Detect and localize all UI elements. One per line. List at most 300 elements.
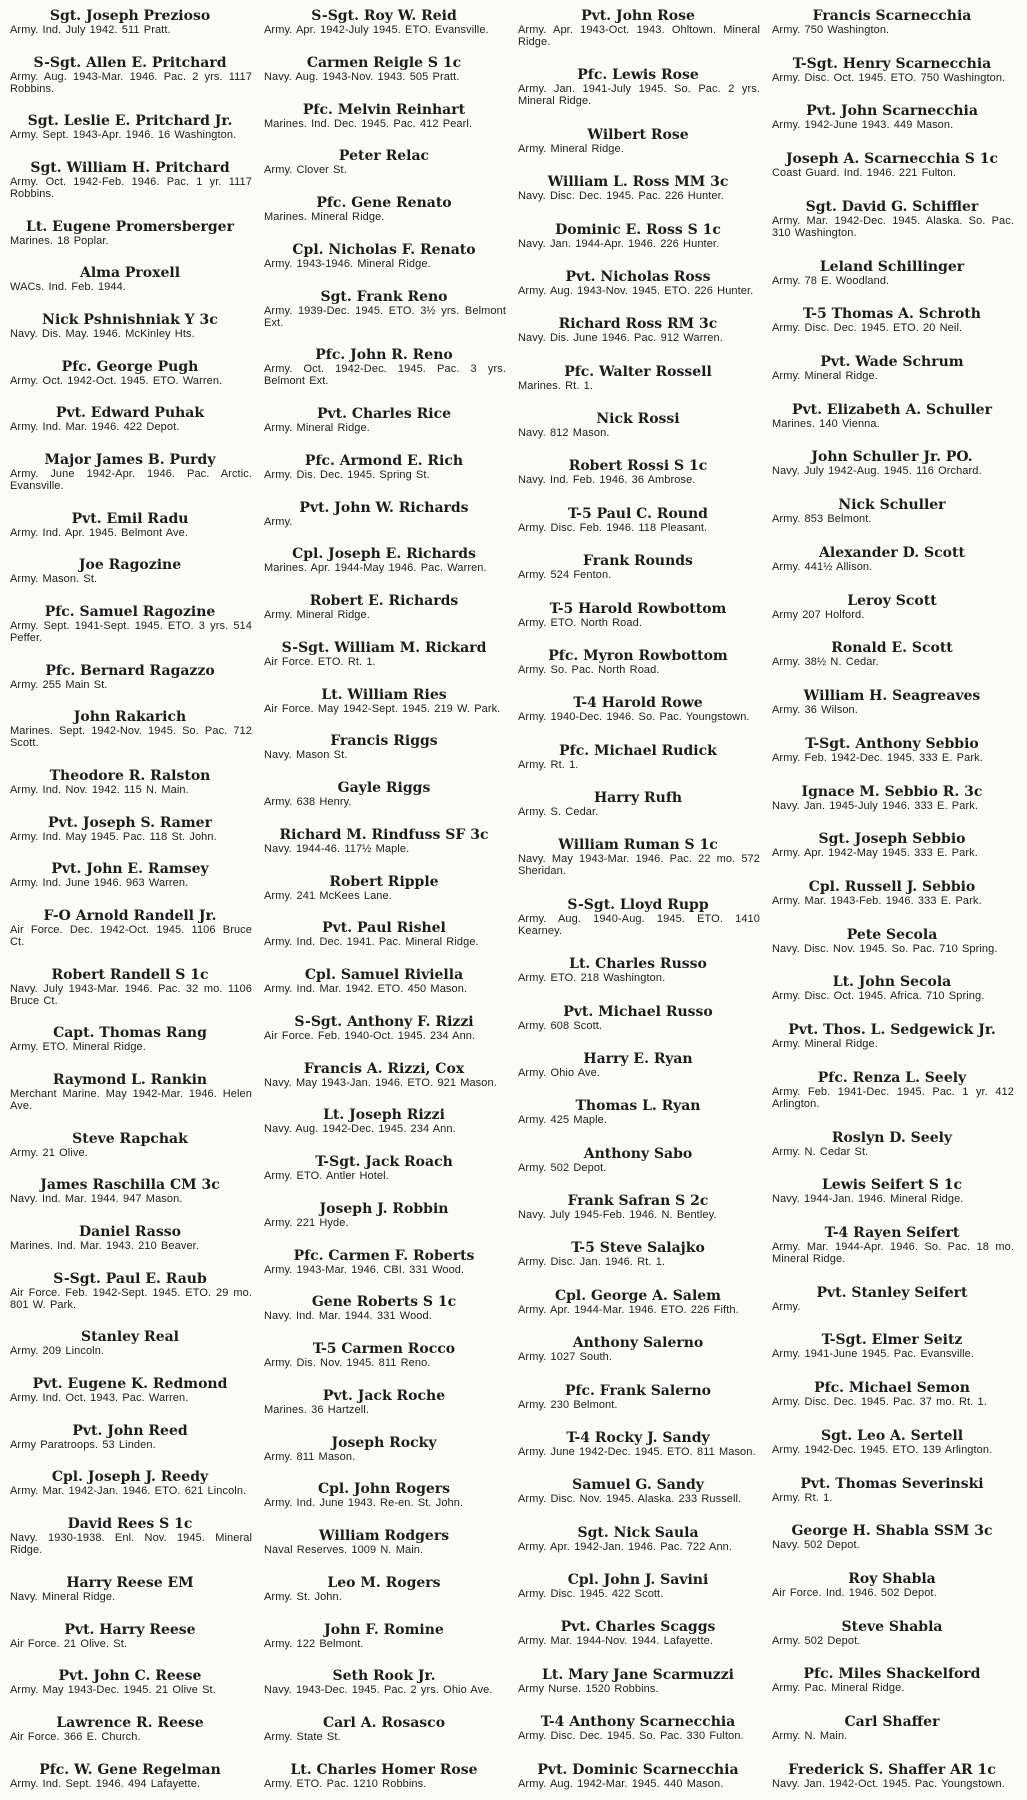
- roster-entry: [262, 1154, 506, 1182]
- entry-name: Lt. Joseph Rizzi: [323, 1107, 445, 1124]
- entry-detail: Army. Aug. 1940-Aug. 1945. ETO. 1410 Kearney.: [518, 912, 760, 937]
- entry-detail: Army. Mineral Ridge.: [518, 142, 624, 155]
- entry-name: Cpl. John Rogers: [317, 1481, 451, 1498]
- roster-entry: [770, 402, 1014, 430]
- entry-detail: Air Force. Ind. 1946. 502 Depot.: [772, 1587, 937, 1599]
- entry-detail: Army. May 1943-Dec. 1945. 21 Olive St.: [10, 1684, 216, 1697]
- entry-detail: Army. Mineral Ridge.: [264, 422, 370, 434]
- entry-detail: Navy. Ind. Feb. 1946. 36 Ambrose.: [518, 474, 696, 487]
- roster-entry: [262, 687, 506, 715]
- entry-name: Pfc. Armond E. Rich: [304, 452, 464, 469]
- entry-name: Pvt. Charles Rice: [316, 406, 451, 422]
- entry-detail: Army. 21 Olive.: [10, 1146, 88, 1159]
- roster-entry: [516, 1193, 760, 1221]
- roster-entry: [262, 406, 506, 434]
- roster-entry: [516, 1430, 760, 1458]
- roster-entry: [516, 506, 760, 534]
- roster-entry: [262, 1668, 506, 1696]
- entry-name: Carl A. Rosasco: [322, 1715, 446, 1731]
- roster-entry: [770, 974, 1014, 1002]
- entry-detail: Army. Pac. Mineral Ridge.: [772, 1682, 905, 1695]
- entry-name: Pfc. W. Gene Regelman: [39, 1761, 221, 1778]
- entry-name: Pvt. Edward Puhak: [55, 405, 205, 422]
- roster-entry: [8, 663, 252, 691]
- roster-entry: [262, 347, 506, 387]
- roster-entry: [770, 56, 1014, 84]
- entry-name: Daniel Rasso: [79, 1224, 181, 1241]
- entry-detail: Army. Disc. Jan. 1946. Rt. 1.: [518, 1256, 666, 1269]
- entry-name: Steve Shabla: [841, 1618, 943, 1635]
- roster-column: [516, 8, 760, 1790]
- roster-entry: [8, 1329, 252, 1357]
- roster-entry: [770, 831, 1014, 859]
- roster-entry: [8, 709, 252, 749]
- roster-entry: [8, 8, 252, 36]
- roster-entry: [516, 1004, 760, 1032]
- entry-detail: Army Nurse. 1520 Robbins.: [518, 1682, 659, 1695]
- entry-detail: Army. Apr. 1942-July 1945. ETO. Evansville.: [264, 24, 489, 36]
- roster-entry: [516, 837, 760, 877]
- roster-entry: [262, 289, 506, 329]
- roster-entry: [770, 1225, 1014, 1265]
- entry-detail: Army. 1940-Dec. 1946. So. Pac. Youngstown.: [518, 711, 750, 724]
- entry-name: Major James B. Purdy: [44, 452, 216, 469]
- entry-detail: Army. Sept. 1943-Apr. 1946. 16 Washington.: [10, 129, 237, 142]
- entry-detail: Army. Ind. Mar. 1942. ETO. 450 Mason.: [264, 983, 468, 995]
- roster-entry: [8, 1469, 252, 1497]
- roster-entry: [262, 546, 506, 574]
- entry-name: Samuel G. Sandy: [572, 1477, 704, 1494]
- entry-detail: Army. N. Main.: [772, 1730, 848, 1743]
- roster-entry: [516, 1098, 760, 1126]
- entry-detail: Army. Oct. 1942-Dec. 1945. Pac. 3 yrs. Belmont Ext.: [264, 363, 506, 388]
- entry-detail: Army. Oct. 1942-Oct. 1945. ETO. Warren.: [10, 374, 223, 387]
- entry-name: Pvt. John Scarnecchia: [806, 103, 978, 120]
- roster-entry: [770, 879, 1014, 907]
- entry-name: Pvt. Nicholas Ross: [565, 268, 711, 285]
- entry-detail: Army. ETO. Mineral Ridge.: [10, 1041, 146, 1054]
- roster-entry: [8, 1224, 252, 1252]
- entry-detail: Navy. July 1943-Mar. 1946. Pac. 32 mo. 1106 Bruce Ct.: [10, 982, 252, 1007]
- entry-name: Joe Ragozine: [78, 557, 182, 574]
- entry-name: T-Sgt. Anthony Sebbio: [805, 735, 979, 752]
- roster-entry: [516, 1477, 760, 1505]
- roster-entry: [516, 1762, 760, 1790]
- entry-name: Raymond L. Rankin: [52, 1072, 208, 1089]
- entry-detail: Air Force. ETO. Rt. 1.: [264, 655, 376, 668]
- roster-entry: [516, 1383, 760, 1411]
- entry-detail: Navy. 502 Depot.: [772, 1539, 860, 1552]
- entry-name: Nick Pshnishniak Y 3c: [42, 312, 218, 329]
- roster-entry: [770, 1571, 1014, 1599]
- roster-entry: [516, 222, 760, 250]
- roster-entry: [262, 8, 506, 36]
- roster-entry: [770, 1022, 1014, 1050]
- roster-entry: [516, 695, 760, 723]
- roster-entry: [8, 265, 252, 293]
- entry-name: Wilbert Rose: [587, 126, 689, 143]
- entry-name: Lewis Seifert S 1c: [821, 1177, 963, 1194]
- entry-detail: Army. 36 Wilson.: [772, 704, 858, 717]
- roster-entry: [262, 148, 506, 176]
- roster-entry: [770, 1666, 1014, 1694]
- roster-entry: [516, 1335, 760, 1363]
- entry-detail: Army. 209 Lincoln.: [10, 1345, 105, 1358]
- entry-name: David Rees S 1c: [67, 1516, 193, 1533]
- entry-detail: Army. 122 Belmont.: [264, 1637, 364, 1650]
- entry-detail: Naval Reserves. 1009 N. Main.: [264, 1544, 424, 1556]
- entry-detail: Army. St. John.: [264, 1590, 342, 1603]
- roster-entry: [770, 1762, 1014, 1790]
- roster-entry: [8, 861, 252, 889]
- entry-name: Joseph J. Robbin: [319, 1200, 449, 1217]
- entry-name: Cpl. George A. Salem: [555, 1287, 721, 1304]
- entry-detail: Navy. Ind. Mar. 1944. 331 Wood.: [264, 1310, 432, 1323]
- roster-entry: [770, 1476, 1014, 1504]
- entry-name: S-Sgt. Allen E. Pritchard: [33, 54, 227, 71]
- entry-name: William L. Ross MM 3c: [547, 174, 729, 191]
- entry-name: Sgt. Nick Saula: [577, 1524, 699, 1541]
- entry-name: T-Sgt. Elmer Seitz: [821, 1332, 963, 1349]
- entry-name: Pvt. Jack Roche: [322, 1387, 446, 1404]
- entry-detail: Air Force. Feb. 1940-Oct. 1945. 234 Ann.: [264, 1029, 476, 1042]
- entry-detail: Navy. 1944-Jan. 1946. Mineral Ridge.: [772, 1193, 964, 1206]
- roster-entry: [262, 1341, 506, 1369]
- entry-name: Pvt. Elizabeth A. Schuller: [792, 401, 992, 418]
- entry-detail: Navy. Jan. 1945-July 1946. 333 E. Park.: [772, 799, 978, 812]
- entry-detail: Navy. Disc. Dec. 1945. Pac. 226 Hunter.: [518, 190, 724, 203]
- entry-detail: Navy. 1930-1938. Enl. Nov. 1945. Mineral Ridge.: [10, 1532, 252, 1557]
- roster-entry: [8, 1575, 252, 1603]
- entry-name: Pfc. George Pugh: [61, 358, 199, 375]
- roster-entry: [262, 1388, 506, 1416]
- entry-name: Cpl. John J. Savini: [567, 1572, 709, 1588]
- entry-detail: Air Force. 21 Olive. St.: [10, 1637, 128, 1650]
- roster-entry: [770, 784, 1014, 812]
- entry-detail: Army. Disc. Nov. 1945. Alaska. 233 Russell.: [518, 1493, 742, 1506]
- entry-name: Pvt. John E. Ramsey: [51, 861, 209, 878]
- entry-detail: Navy. Jan. 1944-Apr. 1946. 226 Hunter.: [518, 237, 720, 250]
- roster-entry: [8, 219, 252, 247]
- entry-name: T-5 Harold Rowbottom: [549, 600, 727, 617]
- roster-entry: [516, 174, 760, 202]
- roster-entry: [516, 458, 760, 486]
- entry-name: Pvt. Charles Scaggs: [560, 1619, 716, 1636]
- entry-detail: Army. 608 Scott.: [518, 1019, 603, 1032]
- roster-column: [262, 8, 506, 1790]
- entry-name: Sgt. William H. Pritchard: [30, 160, 230, 177]
- entry-detail: Army. 425 Maple.: [518, 1114, 607, 1127]
- roster-entry: [770, 688, 1014, 716]
- roster-entry: [262, 55, 506, 83]
- entry-detail: Marines. Sept. 1942-Nov. 1945. So. Pac. 712 Scott.: [10, 725, 252, 750]
- roster-entry: [8, 511, 252, 539]
- roster-entry: [8, 1516, 252, 1556]
- entry-name: Frank Safran S 2c: [567, 1193, 709, 1209]
- roster-entry: [8, 908, 252, 948]
- entry-name: Cpl. Joseph J. Reedy: [51, 1469, 209, 1486]
- entry-detail: Army. Ind. May 1945. Pac. 118 St. John.: [10, 830, 217, 843]
- roster-entry: [8, 815, 252, 843]
- entry-detail: Army.: [264, 515, 293, 528]
- roster-entry: [262, 1061, 506, 1089]
- entry-detail: Army. 78 E. Woodland.: [772, 274, 890, 287]
- entry-name: John F. Romine: [324, 1621, 444, 1638]
- entry-name: William Ruman S 1c: [558, 837, 718, 854]
- roster-entry: [770, 1619, 1014, 1647]
- roster-entry: [262, 967, 506, 995]
- entry-detail: Army. Feb. 1942-Dec. 1945. 333 E. Park.: [772, 751, 983, 764]
- roster-entry: [262, 1435, 506, 1463]
- entry-detail: Navy. July 1945-Feb. 1946. N. Bentley.: [518, 1209, 717, 1221]
- entry-detail: Army. Ind. July 1942. 511 Pratt.: [10, 24, 171, 36]
- entry-name: S-Sgt. Paul E. Raub: [53, 1270, 207, 1287]
- roster-entry: [8, 1271, 252, 1311]
- entry-name: T-Sgt. Henry Scarnecchia: [792, 55, 992, 72]
- roster-entry: [516, 790, 760, 818]
- entry-detail: WACs. Ind. Feb. 1944.: [10, 281, 126, 294]
- entry-detail: Army. Disc. Oct. 1945. ETO. 750 Washington.: [772, 71, 1006, 84]
- entry-name: Stanley Real: [81, 1329, 179, 1346]
- entry-detail: Army. Mar. 1944-Nov. 1944. Lafayette.: [518, 1635, 713, 1648]
- entry-name: Theodore R. Ralston: [49, 768, 211, 785]
- roster-entry: [8, 557, 252, 585]
- roster-entry: [770, 497, 1014, 525]
- roster-entry: [8, 1622, 252, 1650]
- roster-entry: [770, 545, 1014, 573]
- entry-detail: Army. Dis. Dec. 1945. Spring St.: [264, 468, 430, 481]
- roster-entry: [262, 1014, 506, 1042]
- entry-name: Pvt. Thos. L. Sedgewick Jr.: [788, 1022, 996, 1039]
- roster-entry: [8, 1131, 252, 1159]
- entry-name: Richard Ross RM 3c: [558, 316, 718, 333]
- entry-name: Pvt. Emil Radu: [71, 510, 189, 527]
- roster-entry: [262, 593, 506, 621]
- roster-entry: [770, 151, 1014, 179]
- entry-detail: Army. 441½ Allison.: [772, 560, 873, 573]
- entry-name: Frederick S. Shaffer AR 1c: [788, 1761, 996, 1778]
- roster-entry: [8, 768, 252, 796]
- entry-detail: Army. Ind. Mar. 1946. 422 Depot.: [10, 421, 180, 434]
- roster-entry: [8, 1072, 252, 1112]
- entry-detail: Coast Guard. Ind. 1946. 221 Fulton.: [772, 167, 957, 180]
- entry-name: S-Sgt. Lloyd Rupp: [567, 896, 709, 913]
- entry-detail: Army. Mineral Ridge.: [264, 609, 370, 621]
- roster-entry: [8, 113, 252, 141]
- entry-name: F-O Arnold Randell Jr.: [43, 908, 217, 925]
- entry-detail: Navy. Aug. 1942-Dec. 1945. 234 Ann.: [264, 1123, 456, 1136]
- entry-name: Pvt. Thomas Severinski: [800, 1475, 984, 1492]
- entry-detail: Navy. May 1943-Mar. 1946. Pac. 22 mo. 572 Sheridan.: [518, 853, 760, 878]
- entry-detail: Army. Disc. Feb. 1946. 118 Pleasant.: [518, 521, 708, 534]
- entry-name: Harry Rufh: [593, 790, 683, 806]
- entry-detail: Marines. 18 Poplar.: [10, 234, 109, 247]
- entry-name: Pvt. Paul Rishel: [322, 920, 446, 937]
- entry-detail: Navy. Mineral Ridge.: [10, 1590, 116, 1603]
- roster-entry: [8, 405, 252, 433]
- entry-name: Carmen Reigle S 1c: [306, 54, 462, 71]
- entry-detail: Army. 853 Belmont.: [772, 513, 872, 526]
- entry-detail: Air Force. Feb. 1942-Sept. 1945. ETO. 29 mo. 801 W. Park.: [10, 1286, 252, 1311]
- entry-name: Joseph Rocky: [331, 1434, 437, 1451]
- roster-entry: [516, 1146, 760, 1174]
- entry-detail: Army. Mar. 1943-Feb. 1946. 333 E. Park.: [772, 894, 982, 907]
- entry-name: Pvt. Harry Reese: [64, 1621, 196, 1638]
- entry-name: Pfc. Lewis Rose: [577, 67, 699, 84]
- roster-entry: [770, 736, 1014, 764]
- entry-name: Frank Rounds: [583, 553, 693, 570]
- entry-detail: Army. State St.: [264, 1731, 341, 1743]
- entry-name: Pfc. Renza L. Seely: [817, 1069, 967, 1086]
- entry-name: Pfc. Carmen F. Roberts: [293, 1247, 475, 1264]
- roster-entry: [8, 312, 252, 340]
- entry-detail: Army. Mar. 1942-Dec. 1945. Alaska. So. Pac. 310 Washington.: [772, 214, 1014, 239]
- roster-entry: [262, 102, 506, 130]
- entry-detail: Navy. Dis. May. 1946. McKinley Hts.: [10, 328, 195, 341]
- entry-detail: Army. Sept. 1941-Sept. 1945. ETO. 3 yrs. 514 Peffer.: [10, 620, 252, 645]
- roster-entry: [8, 1025, 252, 1053]
- entry-name: James Raschilla CM 3c: [40, 1177, 220, 1194]
- roster-entry: [262, 453, 506, 481]
- entry-detail: Army. ETO. North Road.: [518, 616, 642, 629]
- entry-name: Harry Reese EM: [66, 1574, 194, 1591]
- entry-name: Lt. Charles Homer Rose: [290, 1761, 478, 1778]
- roster-entry: [516, 411, 760, 439]
- entry-detail: Army. June 1942-Dec. 1945. ETO. 811 Mason.: [518, 1445, 756, 1458]
- roster-entry: [262, 874, 506, 902]
- entry-name: Pfc. Melvin Reinhart: [302, 101, 466, 118]
- entry-detail: Army. ETO. Antler Hotel.: [264, 1170, 389, 1182]
- roster-entry: [770, 199, 1014, 239]
- entry-detail: Army. 1943-Mar. 1946. CBI. 331 Wood.: [264, 1263, 465, 1276]
- entry-detail: Navy. Disc. Nov. 1945. So. Pac. 710 Spring.: [772, 942, 998, 955]
- entry-detail: Navy. Aug. 1943-Nov. 1943. 505 Pratt.: [264, 70, 460, 83]
- entry-name: Pvt. Joseph S. Ramer: [48, 814, 212, 831]
- entry-name: Leland Schillinger: [819, 258, 965, 275]
- entry-detail: Army. Oct. 1942-Feb. 1946. Pac. 1 yr. 1117 Robbins.: [10, 176, 252, 201]
- entry-detail: Army. Dis. Nov. 1945. 811 Reno.: [264, 1357, 431, 1369]
- roster-entry: [8, 604, 252, 644]
- roster-entry: [516, 1572, 760, 1600]
- entry-detail: Army. Disc. 1945. 422 Scott.: [518, 1588, 664, 1600]
- entry-name: Alma Proxell: [79, 265, 181, 282]
- entry-detail: Army. Ind. Sept. 1946. 494 Lafayette.: [10, 1777, 201, 1790]
- entry-detail: Army. ETO. 218 Washington.: [518, 972, 666, 985]
- entry-name: T-4 Harold Rowe: [573, 695, 703, 712]
- roster-entry: [770, 354, 1014, 382]
- entry-name: Pfc. Walter Rossell: [564, 363, 712, 380]
- entry-detail: Army. Aug. 1943-Mar. 1946. Pac. 2 yrs. 1117 Robbins.: [10, 70, 252, 95]
- roster-column: [8, 8, 252, 1790]
- roster-entry: [262, 1107, 506, 1135]
- entry-name: Pvt. Michael Russo: [563, 1003, 713, 1020]
- entry-detail: Army. 255 Main St.: [10, 678, 108, 691]
- entry-detail: Marines. 36 Hartzell.: [264, 1403, 369, 1416]
- entry-name: Pfc. John R. Reno: [315, 347, 453, 364]
- entry-detail: Navy. May 1943-Jan. 1946. ETO. 921 Mason.: [264, 1076, 497, 1089]
- entry-name: Pvt. Dominic Scarnecchia: [537, 1761, 739, 1778]
- entry-name: Sgt. Leslie E. Pritchard Jr.: [27, 113, 233, 130]
- roster-entry: [262, 1762, 506, 1790]
- entry-detail: Navy. Jan. 1942-Oct. 1945. Pac. Youngstown.: [772, 1777, 1005, 1790]
- entry-detail: Army. 1939-Dec. 1945. ETO. 3½ yrs. Belmont Ext.: [264, 304, 506, 329]
- entry-detail: Marines. Mineral Ridge.: [264, 211, 385, 223]
- roster-entry: [516, 1619, 760, 1647]
- entry-detail: Army. Feb. 1941-Dec. 1945. Pac. 1 yr. 412 Arlington.: [772, 1085, 1014, 1110]
- entry-detail: Army. Ind. June 1946. 963 Warren.: [10, 877, 189, 890]
- entry-name: Capt. Thomas Rang: [53, 1025, 207, 1042]
- roster-entry: [516, 1525, 760, 1553]
- entry-name: William H. Seagreaves: [803, 688, 981, 705]
- roster-entry: [8, 1423, 252, 1451]
- entry-name: Ignace M. Sebbio R. 3c: [801, 783, 983, 800]
- roster-entry: [516, 364, 760, 392]
- entry-detail: Army. 750 Washington.: [772, 24, 890, 36]
- entry-detail: Army. 38½ N. Cedar.: [772, 656, 879, 669]
- roster-entry: [770, 306, 1014, 334]
- entry-detail: Army. 1942-June 1943. 449 Mason.: [772, 119, 954, 132]
- entry-name: Sgt. Leo A. Sertell: [820, 1427, 964, 1444]
- entry-name: Anthony Sabo: [583, 1145, 693, 1162]
- roster-entry: [770, 593, 1014, 621]
- roster-entry: [8, 967, 252, 1007]
- roster-entry: [262, 1294, 506, 1322]
- entry-name: Roy Shabla: [848, 1571, 936, 1587]
- entry-detail: Army. June 1942-Apr. 1946. Pac. Arctic. Evansville.: [10, 468, 252, 493]
- entry-name: Lt. Mary Jane Scarmuzzi: [542, 1666, 734, 1683]
- roster-entry: [262, 1201, 506, 1229]
- entry-detail: Navy. Dis. June 1946. Pac. 912 Warren.: [518, 332, 723, 345]
- entry-name: Francis A. Rizzi, Cox: [303, 1060, 465, 1077]
- entry-detail: Army. Disc. Oct. 1945. Africa. 710 Spring.: [772, 990, 985, 1003]
- roster-entry: [262, 780, 506, 808]
- entry-name: Robert E. Richards: [309, 593, 459, 609]
- entry-name: Sgt. David G. Schiffler: [805, 198, 979, 215]
- roster-entry: [770, 449, 1014, 477]
- roster-entry: [262, 1481, 506, 1509]
- entry-detail: Army. Ind. Apr. 1945. Belmont Ave.: [10, 526, 188, 539]
- roster-entry: [770, 927, 1014, 955]
- entry-detail: Army. Ind. Dec. 1941. Pac. Mineral Ridge.: [264, 936, 479, 949]
- entry-detail: Marines. Apr. 1944-May 1946. Pac. Warren.: [264, 562, 487, 575]
- roster-entry: [770, 1714, 1014, 1742]
- roster-entry: [516, 269, 760, 297]
- entry-name: Pfc. Samuel Ragozine: [44, 604, 216, 621]
- entry-name: Robert Ripple: [329, 873, 439, 890]
- entry-detail: Army. 502 Depot.: [772, 1634, 861, 1647]
- entry-name: T-4 Rocky J. Sandy: [566, 1429, 710, 1446]
- entry-detail: Merchant Marine. May 1942-Mar. 1946. Helen Ave.: [10, 1088, 252, 1113]
- entry-detail: Army. 221 Hyde.: [264, 1216, 349, 1229]
- roster-entry: [516, 553, 760, 581]
- entry-name: Dominic E. Ross S 1c: [555, 221, 721, 238]
- entry-name: Gene Roberts S 1c: [311, 1294, 457, 1311]
- entry-name: Francis Riggs: [330, 733, 438, 750]
- roster-entry: [262, 1622, 506, 1650]
- entry-detail: Army. 1943-1946. Mineral Ridge.: [264, 257, 431, 270]
- entry-detail: Army. Disc. Dec. 1945. So. Pac. 330 Fulton.: [518, 1730, 744, 1743]
- entry-detail: Army. So. Pac. North Road.: [518, 663, 660, 676]
- roster-entry: [770, 1285, 1014, 1313]
- entry-name: Nick Rossi: [596, 411, 680, 427]
- entry-detail: Marines. Ind. Mar. 1943. 210 Beaver.: [10, 1240, 199, 1253]
- roster-entry: [770, 1332, 1014, 1360]
- roster-entry: [770, 1070, 1014, 1110]
- roster-entry: [8, 1715, 252, 1743]
- entry-detail: Army. Jan. 1941-July 1945. So. Pac. 2 yrs. Mineral Ridge.: [518, 83, 760, 108]
- roster-entry: [8, 1762, 252, 1790]
- entry-detail: Army. Apr. 1942-Jan. 1946. Pac. 722 Ann.: [518, 1540, 733, 1553]
